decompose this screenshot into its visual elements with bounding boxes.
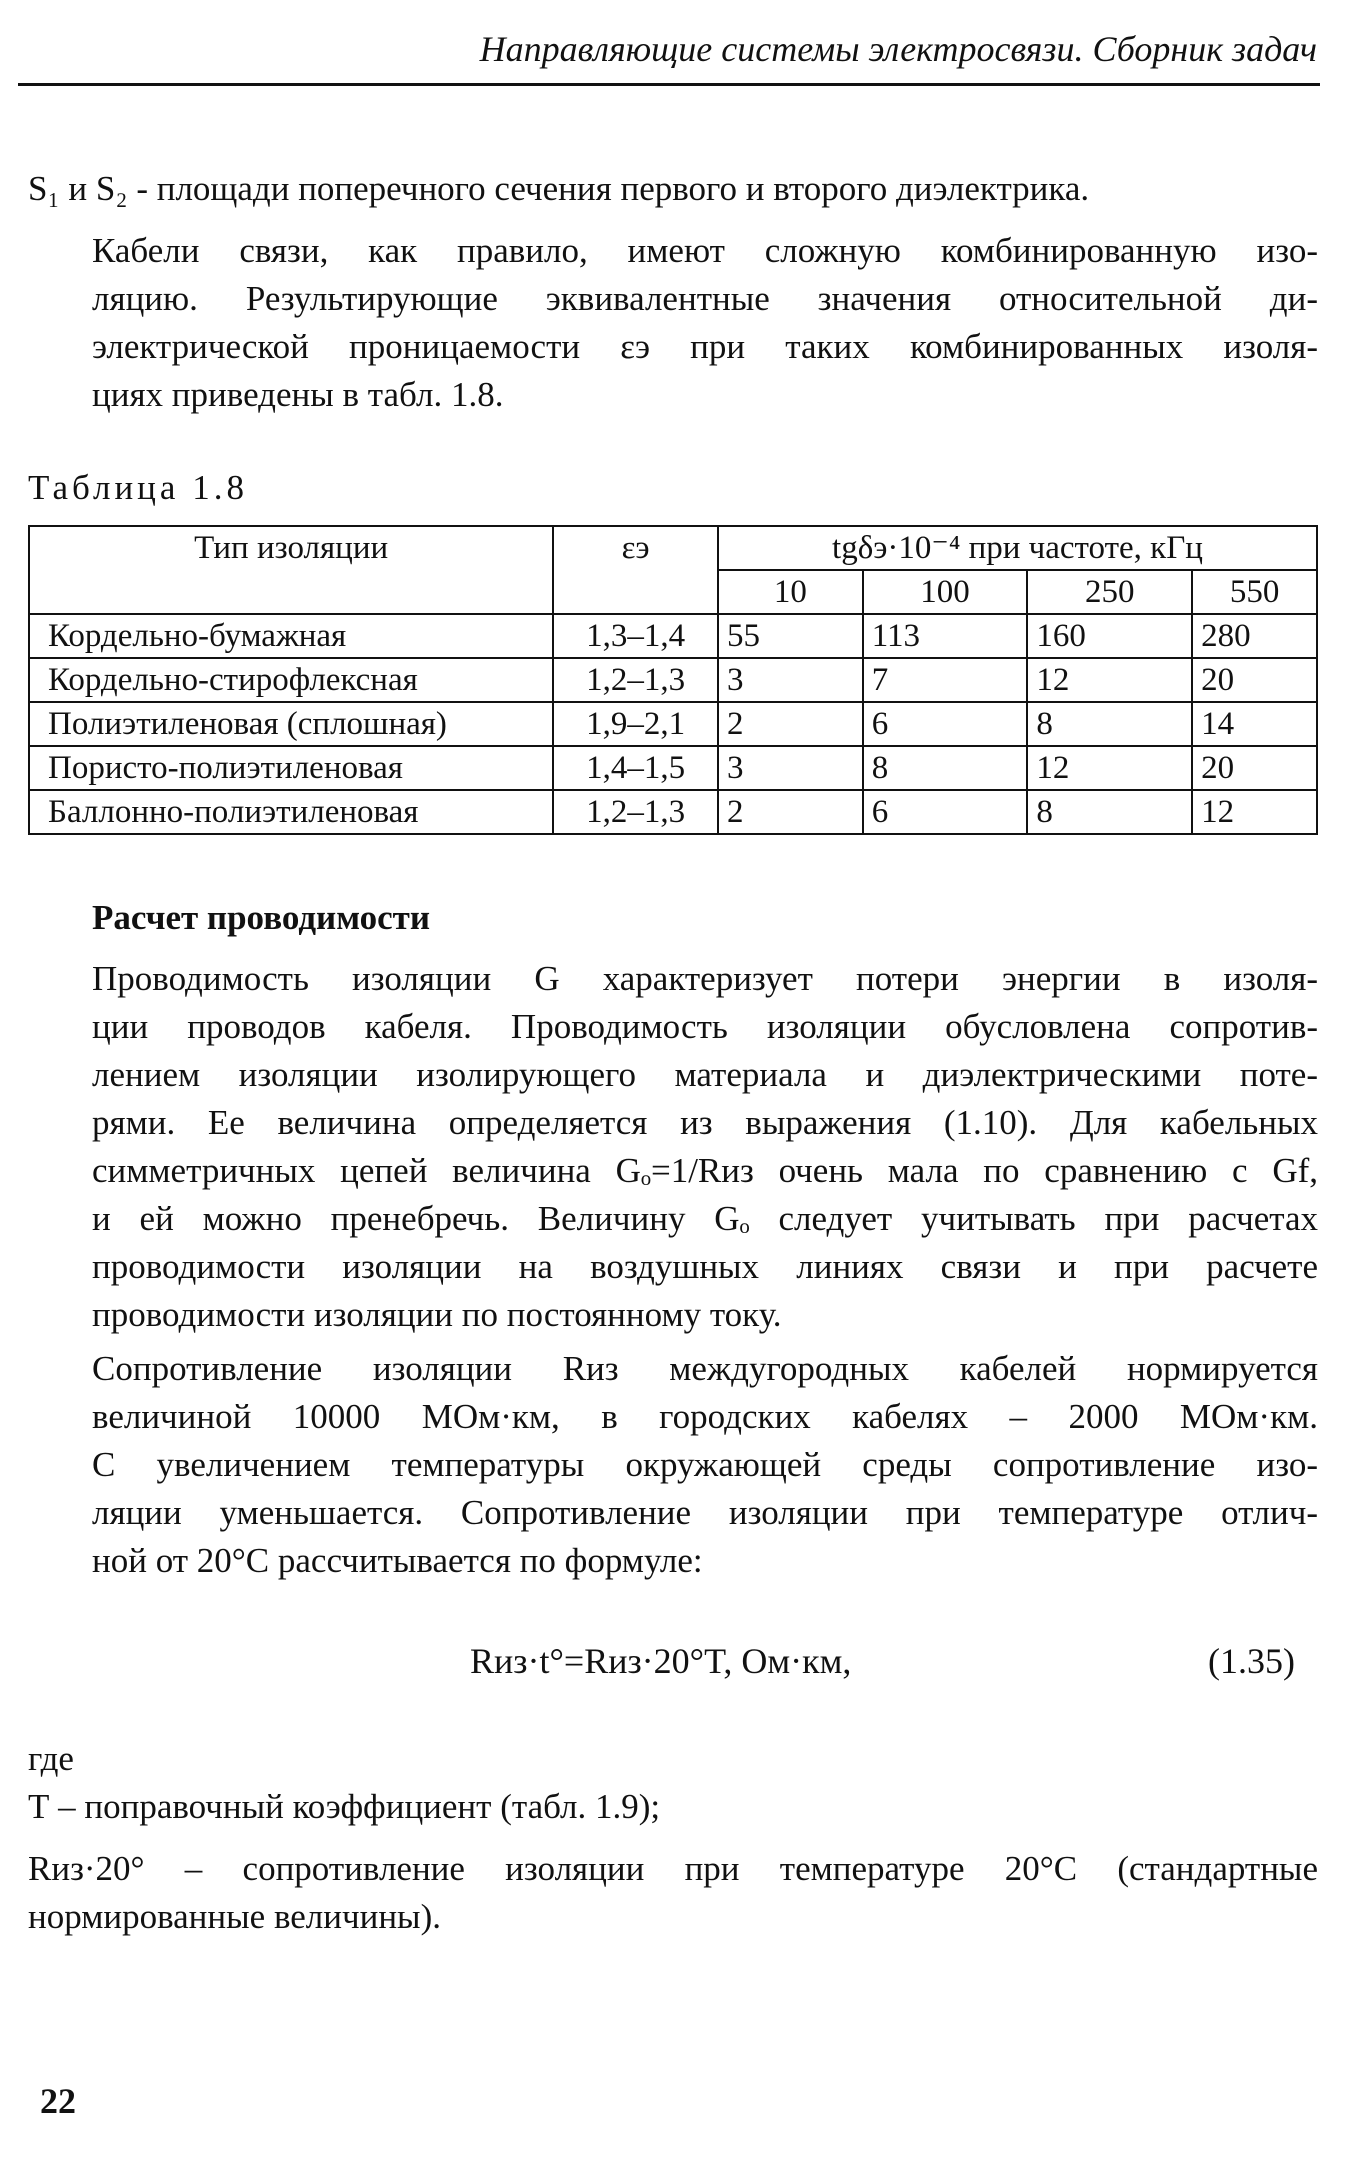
- table-row: [29, 746, 1317, 790]
- conductance-paragraph: Проводимость изоляции G характеризует потери энергии в изоля- ции проводов кабеля. Проводимость изоляции обусловлена сопротив- лением изоляции изолирующего материала и диэлектрическими поте- рями. Ее величина определяется из выражения (1.10). Для кабельных симметричных цепей величина Gₒ=1/Rиз очень мала по сравнению с Gf, и ей можно пренебречь. Величину Gₒ следует учитывать при расчетах проводимости изоляции на воздушных линиях связи и при расчете проводимости изоляции по постоянному току.: [92, 959, 1318, 1334]
- row-val: 12: [1192, 790, 1317, 834]
- row-val: 20: [1192, 746, 1317, 790]
- row-val: 8: [1027, 702, 1192, 746]
- row-val: 6: [863, 702, 1028, 746]
- row-eps: 1,3–1,4: [553, 614, 718, 658]
- row-val: 2: [718, 702, 863, 746]
- row-val: 3: [718, 658, 863, 702]
- row-val: 12: [1027, 746, 1192, 790]
- header-eps: εэ: [553, 526, 718, 614]
- freq-550: 550: [1192, 570, 1317, 614]
- table-row: [29, 702, 1317, 746]
- table-row: [29, 658, 1317, 702]
- formula-1-35: Rиз·t°=Rиз·20°T, Ом·км,: [470, 1641, 852, 1681]
- row-name: Кордельно-бумажная: [29, 614, 553, 658]
- freq-250: 250: [1027, 570, 1192, 614]
- header-type: Тип изоляции: [29, 526, 553, 614]
- header-tg: tgδэ·10⁻⁴ при частоте, кГц: [718, 526, 1317, 570]
- row-val: 280: [1192, 614, 1317, 658]
- running-title: Направляющие системы электросвязи. Сборник задач: [479, 29, 1317, 69]
- row-val: 6: [863, 790, 1028, 834]
- resistance-paragraph: Сопротивление изоляции Rиз междугородных кабелей нормируется величиной 10000 МОм·км, в городских кабелях – 2000 МОм·км. С увеличением температуры окружающей среды сопротивление изо- ляции уменьшается. Сопротивление изоляции при температуре отлич- ной от 20°С рассчитывается по формуле:: [92, 1349, 1318, 1580]
- freq-10: 10: [718, 570, 863, 614]
- row-val: 2: [718, 790, 863, 834]
- table-row: [29, 614, 1317, 658]
- row-eps: 1,9–2,1: [553, 702, 718, 746]
- row-val: 8: [1027, 790, 1192, 834]
- row-val: 8: [863, 746, 1028, 790]
- definitions: где Т – поправочный коэффициент (табл. 1.9);: [28, 1739, 661, 1826]
- row-val: 55: [718, 614, 863, 658]
- s-definition-line: S₁ и S₂ - площади поперечного сечения первого и второго диэлектрика.: [28, 169, 1090, 208]
- row-val: 12: [1027, 658, 1192, 702]
- freq-100: 100: [863, 570, 1028, 614]
- row-eps: 1,4–1,5: [553, 746, 718, 790]
- row-val: 14: [1192, 702, 1317, 746]
- row-eps: 1,2–1,3: [553, 790, 718, 834]
- row-eps: 1,2–1,3: [553, 658, 718, 702]
- row-val: 3: [718, 746, 863, 790]
- row-val: 113: [863, 614, 1028, 658]
- row-name: Кордельно-стирофлексная: [29, 658, 553, 702]
- table-row: [29, 790, 1317, 834]
- table-1-8: [28, 525, 1318, 835]
- intro-paragraph: Кабели связи, как правило, имеют сложную комбинированную изо- ляцию. Результирующие эквивалентные значения относительной ди- электрической проницаемости εэ при таких комбинированных изоля- циях приведены в табл. 1.8.: [92, 231, 1318, 414]
- row-val: 7: [863, 658, 1028, 702]
- r-definition: Rиз·20° – сопротивление изоляции при температуре 20°С (стандартные нормированные величины).: [28, 1849, 1318, 1936]
- row-val: 160: [1027, 614, 1192, 658]
- table-caption: Таблица 1.8: [28, 468, 248, 507]
- row-name: Полиэтиленовая (сплошная): [29, 702, 553, 746]
- row-name: Пористо-полиэтиленовая: [29, 746, 553, 790]
- formula-number: (1.35): [1208, 1641, 1295, 1681]
- row-name: Баллонно-полиэтиленовая: [29, 790, 553, 834]
- section-title: Расчет проводимости: [92, 898, 430, 937]
- page-number: 22: [40, 2081, 76, 2121]
- row-val: 20: [1192, 658, 1317, 702]
- header-rule: [18, 83, 1320, 86]
